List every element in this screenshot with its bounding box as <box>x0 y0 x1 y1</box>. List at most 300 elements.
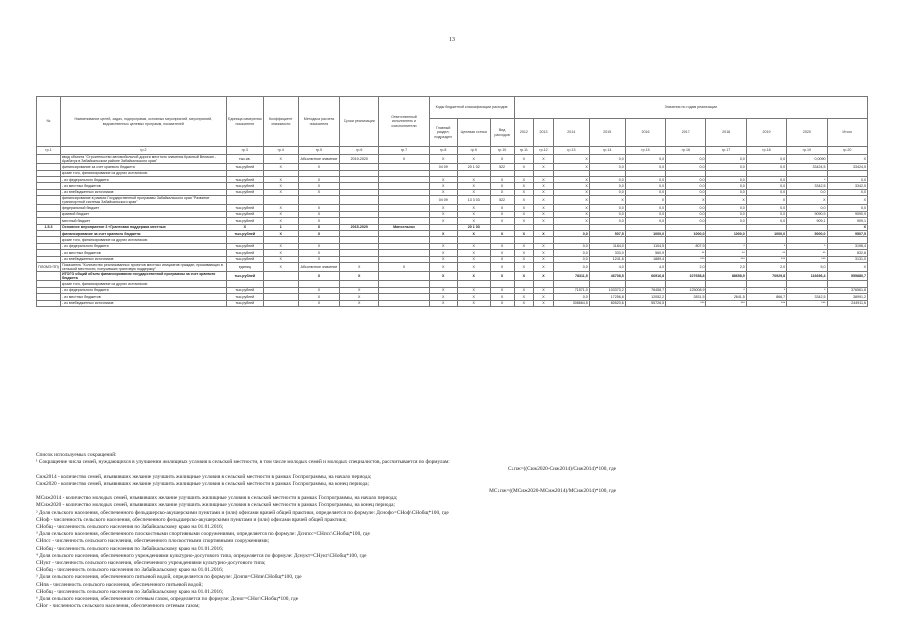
table-cell: Х <box>429 272 457 281</box>
column-number: гр.14 <box>589 147 625 155</box>
table-cell: Х <box>263 250 298 256</box>
table-cell: Х <box>298 287 339 293</box>
table-cell: - из федерального бюджета <box>60 287 226 293</box>
table-cell: Х <box>534 218 554 224</box>
header-coef: Коэффициент значимости <box>263 97 298 147</box>
column-number: гр.19 <box>787 147 827 155</box>
table-cell: 2,0 <box>706 262 746 271</box>
table-cell: 0,0 <box>625 189 665 195</box>
table-cell: Х <box>553 218 589 224</box>
table-cell: тыс.рублей <box>226 294 263 300</box>
table-cell: Х <box>457 155 490 164</box>
table-cell: Минсельхоз <box>379 224 429 230</box>
table-cell: 04 09 <box>429 196 457 205</box>
table-cell: Х <box>514 196 534 205</box>
table-cell: тыс.рублей <box>226 287 263 293</box>
table-cell: Х <box>490 183 514 189</box>
table-cell: Х <box>553 177 589 183</box>
table-cell: 0,0 <box>666 189 706 195</box>
table-cell: ** <box>666 250 706 256</box>
table-cell: Х <box>226 224 263 230</box>
table-cell: 9090,9 <box>827 211 868 217</box>
table-cell: тыс.рублей <box>226 218 263 224</box>
table-cell: Х <box>263 155 298 164</box>
table-cell: - из внебюджетных источников <box>60 256 226 262</box>
table-cell: 103373,2 <box>589 287 625 293</box>
table-cell: 0,0 <box>746 218 786 224</box>
table-cell: Х <box>298 205 339 211</box>
table-cell: 3342,5 <box>787 294 827 300</box>
column-number: гр.6 <box>340 147 379 155</box>
table-cell: 0,0 <box>666 177 706 183</box>
table-cell: 1000,0 <box>746 231 786 237</box>
table-cell: Х <box>429 287 457 293</box>
table-cell: тыс.рублей <box>226 205 263 211</box>
table-cell: Х <box>666 196 706 205</box>
header-year: 2014 <box>553 119 589 147</box>
note-line: ⁶ Доля сельского населения, обеспеченного сетевым газом, определяется по формуле: Дсног=СНог\СНобщ*100, где <box>36 596 299 603</box>
table-cell: 0,0 <box>589 218 625 224</box>
table-cell: Абсолютное значение <box>298 155 339 164</box>
table-cell: Х <box>263 164 298 170</box>
note-line: ² Доля сельского населения, обеспеченного фельдшерско-акушерскими пунктами и (или) офисами врачей общей практики, определяется по формуле: Дснофо=СНоф\СНобщ*100, где <box>36 509 449 516</box>
note-line: ⁵ Доля сельского населения, обеспеченного питьевой водой, определяется по формуле: Дснпв=СНпв\СНобщ*100, где <box>36 574 302 581</box>
table-cell: 2,0 <box>746 262 786 271</box>
table-cell: 0,0 <box>553 231 589 237</box>
table-cell <box>379 300 429 306</box>
table-cell: Х <box>490 287 514 293</box>
table-row <box>37 155 868 164</box>
table-cell: 20 1 03 <box>457 224 490 230</box>
note-line: МС↓пж=((МСиж2020-МСиж2014)/МСиж2014)*100, где <box>489 488 616 495</box>
table-cell: Х <box>490 250 514 256</box>
table-cell: Х <box>263 218 298 224</box>
table-cell: Х <box>263 189 298 195</box>
table-cell: 832,8 <box>827 250 868 256</box>
table-cell: Х <box>429 250 457 256</box>
table-cell: 0,0 <box>827 205 868 211</box>
table-cell: Х <box>340 272 379 281</box>
table-cell: Х <box>514 164 534 170</box>
table-cell: Х <box>534 250 554 256</box>
table-cell: *** <box>787 256 827 262</box>
table-cell: 1 <box>263 224 298 230</box>
header-main-division: Главный раздел, подраздел <box>429 119 457 147</box>
table-cell: Х <box>514 300 534 306</box>
table-cell: 0,0 <box>589 164 625 170</box>
table-cell: 66916,8 <box>625 272 665 281</box>
table-cell: Х <box>340 287 379 293</box>
table-cell: Х <box>457 231 490 237</box>
note-line: С↓пж=((Сиж2020-Сиж2014)/Сиж2014)*100, где <box>507 466 616 473</box>
header-unit: Единица измерения показателя <box>226 97 263 147</box>
note-line: СНобщ - численность сельского населения по Забайкальскому краю на 01.01.2016; <box>36 545 224 552</box>
table-cell: ПЛОМЭ ПП) <box>37 262 61 271</box>
table-cell: 1000,0 <box>666 231 706 237</box>
note-line: СНобщ - численность сельского населения по Забайкальскому краю на 01.01.2016; <box>36 524 224 531</box>
table-cell: 0,0 <box>827 189 868 195</box>
table-cell: 244911,6 <box>827 300 868 306</box>
table-cell: 3342,5 <box>827 183 868 189</box>
table-cell: 866,7 <box>746 294 786 300</box>
note-line: СНобщ - численность сельского населения по Забайкальскому краю на 01.01.2016; <box>36 588 224 595</box>
table-cell: Х <box>514 250 534 256</box>
table-cell: Х <box>553 196 589 205</box>
table-cell: 0,0 <box>553 243 589 249</box>
table-cell <box>379 272 429 281</box>
table-cell: 2015-2020 <box>340 224 379 230</box>
table-cell: * <box>746 243 786 249</box>
table-cell: ** <box>787 250 827 256</box>
table-cell: тыс.рублей <box>226 243 263 249</box>
column-number: гр.8 <box>429 147 457 155</box>
table-cell <box>37 155 61 164</box>
table-cell: 0,0 <box>625 211 665 217</box>
table-cell: Х <box>514 155 534 164</box>
table-cell: Х <box>514 287 534 293</box>
header-year: 2017 <box>666 119 706 147</box>
header-target-article: Целевая статья <box>457 119 490 147</box>
table-cell: 13 3 03 <box>457 196 490 205</box>
column-number: гр.7 <box>379 147 429 155</box>
note-line: СНобщ - численность сельского населения по Забайкальскому краю на 01.01.2016; <box>36 567 224 574</box>
table-cell: 0,0 <box>589 205 625 211</box>
table-cell: тыс.рублей <box>226 256 263 262</box>
table-cell: Х <box>827 196 868 205</box>
table-cell: Х <box>457 287 490 293</box>
table-cell: - из местных бюджетов <box>60 294 226 300</box>
note-line: Сиж2014 - количество семей, изъявивших желание улучшить жилищные условия в сельской местности в рамках Госпрограммы, на начало периода; <box>36 473 372 480</box>
column-number: гр.4 <box>263 147 298 155</box>
table-cell <box>37 300 61 306</box>
table-cell: 5000,0 <box>787 231 827 237</box>
table-cell: Х <box>827 224 868 230</box>
column-number: гр.3 <box>226 147 263 155</box>
table-cell: Х <box>514 256 534 262</box>
table-cell: 0,0 <box>553 262 589 271</box>
table-cell: Х <box>457 205 490 211</box>
table-cell: ** <box>706 250 746 256</box>
table-cell: 0,0 <box>625 155 665 164</box>
table-cell: тыс.рублей <box>226 250 263 256</box>
table-cell: Х <box>490 211 514 217</box>
column-number: гр.5 <box>298 147 339 155</box>
table-cell: 0,0 <box>706 155 746 164</box>
table-cell: Х <box>457 218 490 224</box>
table-cell: 0,0 <box>746 155 786 164</box>
table-cell: 0,0 <box>625 218 665 224</box>
table-row <box>37 196 868 205</box>
header-num: № <box>37 97 61 147</box>
table-cell: 04 09 <box>429 164 457 170</box>
table-cell: Х <box>490 262 514 271</box>
table-cell: Х <box>514 183 534 189</box>
table-cell: ** <box>746 250 786 256</box>
table-cell: Х <box>263 205 298 211</box>
table-cell: 376561,8 <box>827 287 868 293</box>
table-cell: Х <box>429 177 457 183</box>
table-cell: ввод объекта "Строительство автомобильной дороги местного значения Красный Великан - Арабатук в Забайкальском районе Забайкальского края" <box>60 155 226 164</box>
table-cell: 3342,5 <box>787 183 827 189</box>
table-cell: Х <box>379 155 429 164</box>
table-cell: Х <box>514 189 534 195</box>
table-cell: 0,0 <box>589 211 625 217</box>
table-row <box>37 262 868 271</box>
table-cell <box>37 196 61 205</box>
table-cell: 0,0 <box>746 211 786 217</box>
table-cell: 0,0 <box>625 205 665 211</box>
table-cell: Х <box>457 300 490 306</box>
table-cell: тыс.рублей <box>226 211 263 217</box>
header-responsible: Ответственный исполнитель и соисполнители <box>379 97 429 147</box>
table-cell: 2641,5 <box>706 294 746 300</box>
table-cell: Х <box>534 294 554 300</box>
table-cell: финансирование за счет краевого бюджета: <box>60 231 226 237</box>
table-cell: 0,0 <box>706 164 746 170</box>
table-cell: *** <box>706 300 746 306</box>
note-line: МСиж2020 - количество молодых семей, изъявивших желание улучшить жилищные условия в сельской местности в рамках Госпрограммы, на конец периода; <box>36 502 395 509</box>
table-cell: Х <box>457 262 490 271</box>
table-cell: кроме того, финансирование из других источников: <box>60 237 226 243</box>
table-cell: Х <box>553 164 589 170</box>
table-cell: Х <box>298 164 339 170</box>
table-cell: 71571,0 <box>553 287 589 293</box>
table-cell: 38991,2 <box>827 294 868 300</box>
table-cell <box>263 272 298 281</box>
table-cell: - из внебюджетных источников <box>60 300 226 306</box>
table-cell: тыс.рублей <box>226 189 263 195</box>
table-cell: - из местных бюджетов <box>60 250 226 256</box>
table-cell: Х <box>490 231 514 237</box>
table-cell: Х <box>534 262 554 271</box>
column-number: гр.20 <box>827 147 868 155</box>
table-cell: * <box>706 287 746 293</box>
table-cell: Х <box>457 183 490 189</box>
note-line: МСиж2014 - количество молодых семей, изъявивших желание улучшить жилищные условия в сельской местности в рамках Госпрограммы, на начало периода; <box>36 495 398 502</box>
table-cell: Х <box>534 231 554 237</box>
table-cell: 0,0 <box>589 189 625 195</box>
table-cell: Х <box>429 189 457 195</box>
table-cell: Х <box>490 155 514 164</box>
header-values-by-year: Значения по годам реализации <box>514 97 867 119</box>
table-cell: 2831,5 <box>666 294 706 300</box>
table-cell: Х <box>457 272 490 281</box>
table-cell: 0,0 <box>706 211 746 217</box>
table-cell: Х <box>263 183 298 189</box>
table-cell: Х <box>490 243 514 249</box>
table-cell: 9090,9 <box>787 211 827 217</box>
column-number: гр.1 <box>37 147 61 155</box>
table-cell: Х <box>514 294 534 300</box>
table-cell: Х <box>298 294 339 300</box>
page-number: 13 <box>449 37 455 43</box>
table-cell: 0,0 <box>706 177 746 183</box>
table-cell: Х <box>534 189 554 195</box>
header-year: 2016 <box>625 119 665 147</box>
table-cell: 78311,5 <box>553 272 589 281</box>
table-cell: 70929,8 <box>746 272 786 281</box>
table-cell: тыс.рублей <box>226 272 263 281</box>
table-cell: Х <box>514 262 534 271</box>
header-year: 2013 <box>534 119 554 147</box>
table-cell <box>298 196 339 205</box>
table-cell: тыс.рублей <box>226 231 263 237</box>
table-cell: единиц <box>226 262 263 271</box>
table-cell: Х <box>706 196 746 205</box>
table-cell: - из федерального бюджета <box>60 177 226 183</box>
table-cell: 88658,9 <box>706 272 746 281</box>
note-line: Список используемых сокращений: <box>36 452 117 458</box>
table-cell: тыс.рублей <box>226 183 263 189</box>
table-cell: 116696,4 <box>787 272 827 281</box>
table-cell: *** <box>746 256 786 262</box>
table-cell: Х <box>298 300 339 306</box>
table-cell: 5,0 <box>787 262 827 271</box>
table-cell: 560,9 <box>625 250 665 256</box>
table-cell: Х <box>263 256 298 262</box>
table-cell: 55726,5 <box>625 300 665 306</box>
table-cell: Х <box>263 262 298 271</box>
table-cell: Х <box>787 196 827 205</box>
table-cell: 2,0 <box>666 262 706 271</box>
header-method: Методика расчета показателя <box>298 97 339 147</box>
table-cell: Х <box>514 272 534 281</box>
table-cell: Х <box>553 211 589 217</box>
table-cell: 125008,9 <box>666 287 706 293</box>
table-cell: Х <box>429 256 457 262</box>
table-cell: 1104,5 <box>625 243 665 249</box>
table-cell: 9507,5 <box>827 231 868 237</box>
table-cell: Х <box>263 211 298 217</box>
table-cell: *** <box>666 256 706 262</box>
table-cell: Х <box>457 256 490 262</box>
table-cell: Х <box>490 177 514 183</box>
table-cell: 0,0 <box>666 211 706 217</box>
table-cell <box>379 196 429 205</box>
table-cell: Х <box>429 205 457 211</box>
table-cell: 0,0 <box>625 177 665 183</box>
table-cell: Показатель "Количество реализованных проектов местных инициатив граждан, проживающих в сельской местности, получивших грантовую поддержку" <box>60 262 226 271</box>
column-number: гр.12 <box>534 147 554 155</box>
table-cell: Х <box>490 189 514 195</box>
table-cell: Х <box>534 256 554 262</box>
table-cell: тыс.рублей <box>226 164 263 170</box>
note-line: СНоф - численность сельского населения, обеспеченного фельдшерско-акушерскими пунктами и (или) офисами врачей общей практики; <box>36 516 347 523</box>
note-line: СНукт - численность сельского населения, обеспеченного учреждениями культурно-досугового типа; <box>36 560 266 567</box>
table-cell: Абсолютное значение <box>298 262 339 271</box>
table-cell: 0,0 <box>625 183 665 189</box>
table-cell: Х <box>457 243 490 249</box>
header-year: 2019 <box>746 119 786 147</box>
table-cell: *** <box>746 300 786 306</box>
table-cell: Х <box>298 211 339 217</box>
table-cell: 107658,8 <box>666 272 706 281</box>
header-year: 2012 <box>514 119 534 147</box>
table-cell: Х <box>553 183 589 189</box>
table-cell: 0,0 <box>625 164 665 170</box>
table-cell: 0,0 <box>787 189 827 195</box>
table-cell: 555880,7 <box>827 272 868 281</box>
table-cell: * <box>787 177 827 183</box>
table-cell: Х <box>429 294 457 300</box>
table-cell: 1241,6 <box>589 256 625 262</box>
table-cell: Х <box>490 294 514 300</box>
table-cell: Х <box>457 294 490 300</box>
table-cell: 507,5 <box>589 231 625 237</box>
table-row <box>37 300 868 306</box>
table-cell: Х <box>553 205 589 211</box>
column-number: гр.9 <box>457 147 490 155</box>
table-cell: Х <box>298 256 339 262</box>
table-cell: краевой бюджет <box>60 211 226 217</box>
table-cell: 1.5.3 <box>37 224 61 230</box>
note-line: ³ Доля сельского населения, обеспеченного плоскостными спортивными сооружениями, определяется по формуле: Дснпсс=СНпсс\СНобщ*100, где <box>36 531 370 538</box>
note-line: ⁴ Доля сельского населения, обеспеченного учреждениями культурно-досугового типа, определяется по формуле: Дснукт=СНукт\СНобщ*100, где <box>36 552 367 559</box>
table-cell: тыс.кв. <box>226 155 263 164</box>
table-cell: 12052,2 <box>625 294 665 300</box>
column-number: гр.16 <box>666 147 706 155</box>
table-cell: Х <box>429 300 457 306</box>
table-cell: 522 <box>490 196 514 205</box>
table-cell: тыс.рублей <box>226 177 263 183</box>
table-cell: Х <box>298 231 339 237</box>
table-cell: Х <box>534 196 554 205</box>
table-cell: 0,0 <box>746 177 786 183</box>
table-cell <box>263 300 298 306</box>
table-cell: *** <box>666 300 706 306</box>
table-cell: 2019-2020 <box>340 155 379 164</box>
table-cell: Х <box>490 205 514 211</box>
table-cell: Х <box>534 155 554 164</box>
table-cell: Х <box>534 287 554 293</box>
table-cell: 1000,0 <box>706 231 746 237</box>
program-table <box>36 96 868 307</box>
note-line: ¹ Сокращение числа семей, нуждающихся в улучшении жилищных условия в сельской местности, в том числе молодых семей и молодых специалистов, рассчитывается по формулам: <box>36 459 450 466</box>
table-cell: 0,0 <box>553 256 589 262</box>
column-number: гр.11 <box>514 147 534 155</box>
table-cell: 1184,0 <box>589 243 625 249</box>
table-cell: Х <box>340 300 379 306</box>
table-cell <box>226 196 263 205</box>
table-cell: Х <box>298 243 339 249</box>
table-cell: Х <box>514 205 534 211</box>
table-cell: Х <box>490 218 514 224</box>
table-cell: - из федерального бюджета <box>60 243 226 249</box>
table-cell: Х <box>534 177 554 183</box>
table-cell <box>340 196 379 205</box>
table-cell: *** <box>706 256 746 262</box>
table-cell: *** <box>787 300 827 306</box>
table-cell: 0,0 <box>589 155 625 164</box>
table-header <box>37 97 868 155</box>
table-cell: Х <box>534 183 554 189</box>
table-cell: Х <box>298 177 339 183</box>
table-cell: федеральный бюджет <box>60 205 226 211</box>
table-cell: 0,0 <box>553 250 589 256</box>
table-cell: 76458,7 <box>625 287 665 293</box>
table-cell: - из внебюджетных источников <box>60 189 226 195</box>
table-cell: Х <box>298 250 339 256</box>
table-cell: 17256,8 <box>589 294 625 300</box>
table-cell: Х <box>298 189 339 195</box>
table-cell: 0,0 <box>706 218 746 224</box>
header-name: Наименование целей, задач, подпрограмм, основных мероприятий, мероприятий, ведомственных целевых программ, показателей <box>60 97 226 147</box>
table-cell: Х <box>298 183 339 189</box>
table-cell: Х <box>298 224 339 230</box>
table-cell: 0,0 <box>666 183 706 189</box>
table-cell: 0,0 <box>666 164 706 170</box>
table-cell: Х <box>534 211 554 217</box>
